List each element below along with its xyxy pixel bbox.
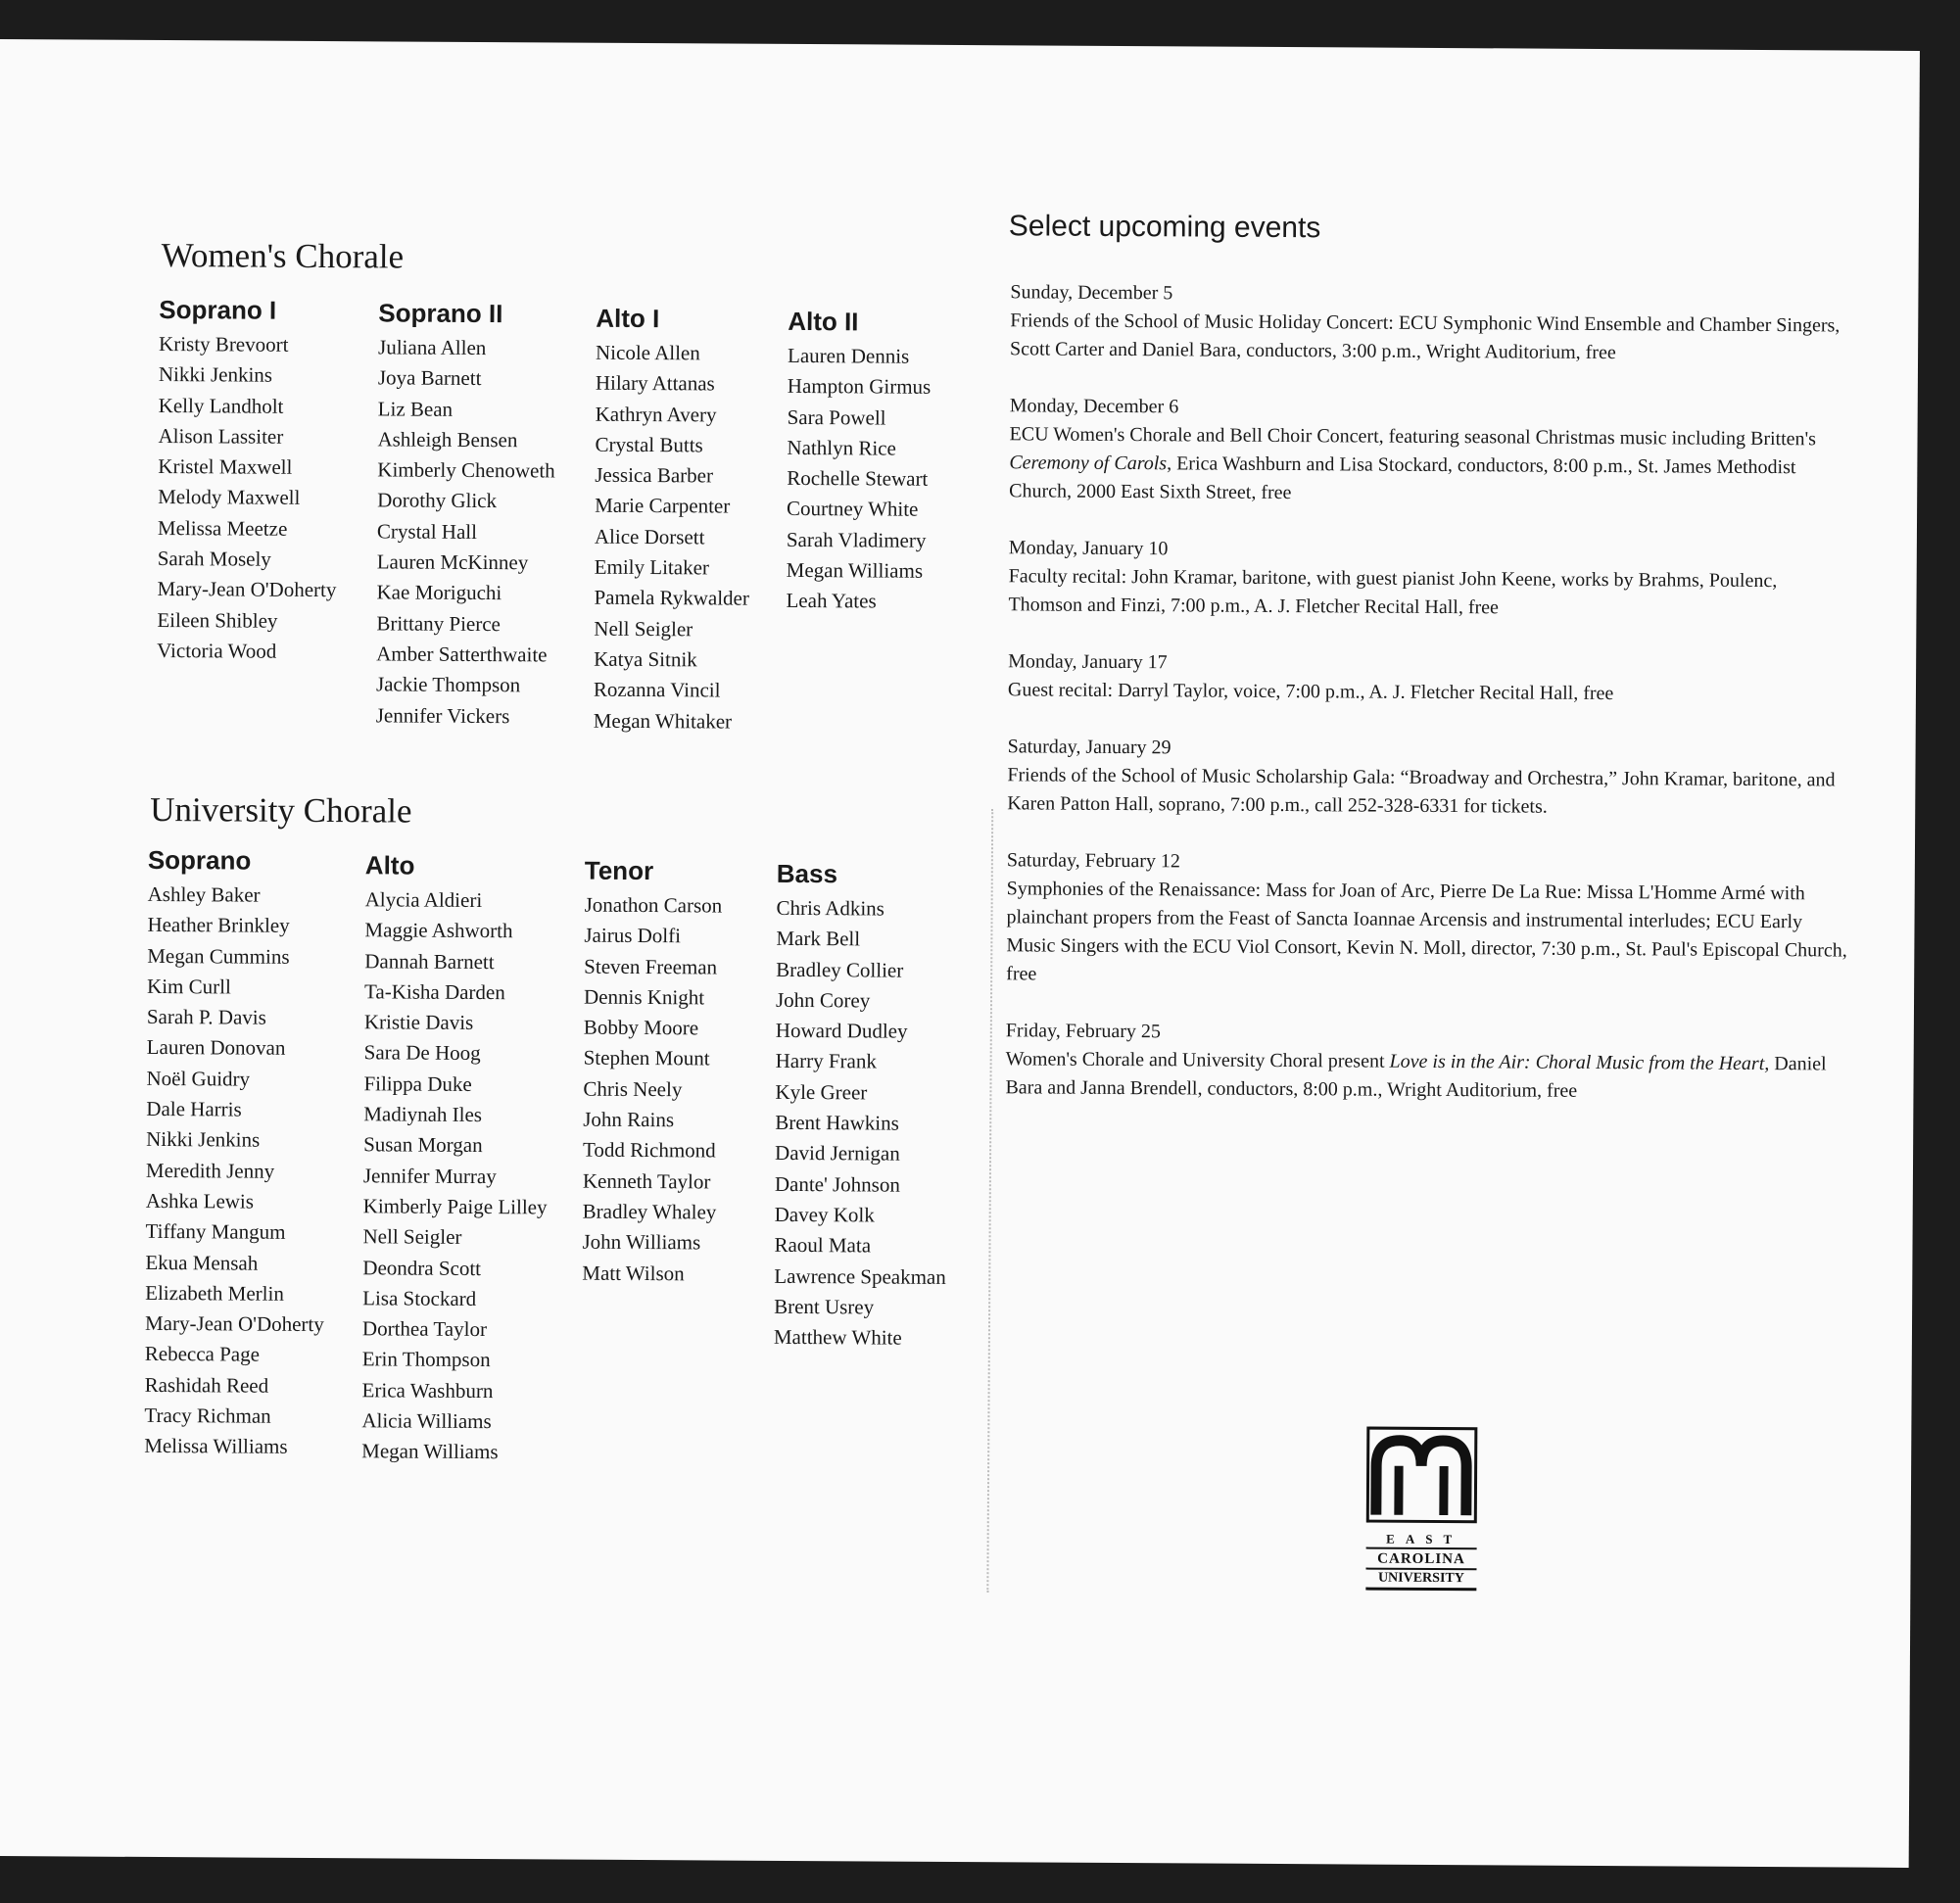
- event-item: [1008, 534, 1851, 624]
- member-list: [594, 338, 751, 737]
- university-bass-column: [774, 859, 949, 1355]
- member-name: Elizabeth Merlin: [145, 1280, 284, 1306]
- university-alto-column: [361, 850, 550, 1468]
- member-name: Ekua Mensah: [145, 1250, 259, 1275]
- member-name: Tracy Richman: [144, 1403, 271, 1428]
- womens-soprano-1-column: [157, 295, 338, 667]
- section-heading: Bass: [776, 858, 838, 889]
- member-name: Kelly Landholt: [158, 393, 284, 418]
- event-date: Saturday, January 29: [1007, 736, 1171, 759]
- member-name: Rebecca Page: [144, 1342, 261, 1367]
- member-name: Katya Sitnik: [594, 646, 697, 672]
- member-name: Jonathon Carson: [584, 892, 723, 918]
- member-name: Kristy Brevoort: [159, 331, 289, 357]
- event-date: Friday, February 25: [1005, 1020, 1162, 1043]
- member-name: Matthew White: [773, 1325, 902, 1350]
- member-name: Noël Guidry: [146, 1066, 251, 1091]
- member-name: Leah Yates: [786, 589, 877, 613]
- member-name: Hampton Girmus: [787, 374, 932, 400]
- member-name: Liz Bean: [377, 396, 454, 421]
- member-name: Raoul Mata: [774, 1233, 872, 1258]
- member-name: Courtney White: [787, 497, 919, 522]
- womens-alto-1-column: [594, 304, 751, 737]
- university-soprano-column: [144, 845, 327, 1463]
- section-heading: Alto I: [596, 303, 660, 334]
- upcoming-events-title: Select upcoming events: [1008, 210, 1321, 245]
- event-date: Saturday, February 12: [1006, 849, 1180, 873]
- member-name: Harry Frank: [775, 1049, 877, 1073]
- member-name: Ashleigh Bensen: [377, 427, 518, 452]
- member-name: David Jernigan: [774, 1141, 900, 1166]
- event-item: [1008, 647, 1850, 709]
- member-name: Marie Carpenter: [595, 494, 731, 519]
- member-name: Rochelle Stewart: [787, 466, 929, 491]
- page-fold: [986, 809, 993, 1593]
- member-name: Amber Satterthwaite: [376, 642, 548, 667]
- member-list: [157, 329, 338, 667]
- member-name: Lauren Dennis: [787, 343, 910, 368]
- member-name: Kristie Davis: [363, 1010, 474, 1035]
- member-name: Heather Brinkley: [147, 913, 290, 938]
- event-item: [1010, 278, 1853, 368]
- member-list: [144, 880, 326, 1463]
- member-name: Chris Neely: [583, 1076, 683, 1102]
- member-name: Ta-Kisha Darden: [363, 979, 505, 1005]
- member-name: Melissa Meetze: [157, 515, 288, 541]
- event-item: [1006, 846, 1849, 993]
- member-list: [786, 341, 931, 618]
- member-name: Davey Kolk: [774, 1202, 875, 1227]
- member-name: Ashley Baker: [147, 881, 261, 907]
- member-list: [582, 890, 722, 1290]
- member-name: Deondra Scott: [362, 1255, 482, 1280]
- member-name: Ashka Lewis: [145, 1188, 255, 1213]
- member-name: Crystal Butts: [595, 432, 703, 457]
- member-name: Mary-Jean O'Doherty: [157, 577, 337, 602]
- event-description: Friends of the School of Music Holiday Concert: ECU Symphonic Wind Ensemble and Chamber Singers, Scott Carter and Daniel Bara, conductors, 3:00 p.m., Wright Auditorium, free: [1010, 309, 1840, 364]
- member-name: Eileen Shibley: [157, 607, 278, 633]
- member-name: Maggie Ashworth: [364, 918, 513, 943]
- event-item: [1005, 1017, 1848, 1107]
- member-name: Kim Curll: [147, 974, 231, 999]
- member-name: Filippa Duke: [363, 1071, 472, 1096]
- university-tenor-column: [582, 856, 722, 1290]
- section-heading: Tenor: [584, 855, 654, 886]
- member-name: Mark Bell: [776, 927, 861, 951]
- member-name: Bobby Moore: [583, 1015, 699, 1040]
- member-name: Kimberly Chenoweth: [377, 457, 555, 483]
- ecu-logo-mark-icon: [1366, 1427, 1478, 1524]
- member-name: John Corey: [775, 987, 871, 1013]
- member-name: Nicole Allen: [595, 340, 700, 365]
- member-name: Melissa Williams: [144, 1434, 288, 1459]
- member-name: Tiffany Mangum: [145, 1219, 286, 1245]
- member-name: Hilary Attanas: [595, 371, 715, 396]
- member-name: Chris Adkins: [776, 895, 884, 921]
- member-name: Dorothy Glick: [377, 488, 498, 513]
- member-name: Bradley Collier: [776, 957, 904, 982]
- member-name: Alice Dorsett: [594, 524, 705, 549]
- member-name: Rozanna Vincil: [593, 677, 721, 702]
- member-name: Nikki Jenkins: [158, 362, 273, 388]
- member-name: Jairus Dolfi: [584, 923, 682, 948]
- section-heading: Soprano II: [378, 298, 503, 329]
- logo-east: EAST: [1386, 1531, 1463, 1547]
- member-name: Nell Seigler: [362, 1224, 462, 1250]
- event-description: Symphonies of the Renaissance: Mass for Joan of Arc, Pierre De La Rue: Missa L'Homme Armé with plainchant propers from the Feast of Sancta Ioannae Arcensis and instrumental interludes; ECU Early Music Singers with the ECU Viol Consort, Kevin N. Moll, director, 7:30 p.m., St. Paul's Episcopal Church, free: [1006, 878, 1847, 985]
- event-date: Monday, December 6: [1009, 395, 1179, 418]
- member-name: Dannah Barnett: [364, 948, 495, 974]
- member-name: Bradley Whaley: [582, 1199, 717, 1224]
- member-name: Susan Morgan: [363, 1132, 483, 1158]
- ecu-wordmark: [1365, 1532, 1476, 1592]
- event-description: Friends of the School of Music Scholarship Gala: “Broadway and Orchestra,” John Kramar, baritone, and Karen Patton Hall, soprano, 7:00 p.m., call 252-328-6331 for tickets.: [1007, 764, 1836, 818]
- member-name: Sarah P. Davis: [146, 1005, 266, 1029]
- member-name: Brent Usrey: [774, 1294, 875, 1319]
- member-name: Todd Richmond: [583, 1138, 716, 1163]
- member-name: Joya Barnett: [377, 365, 482, 391]
- member-name: Juliana Allen: [378, 335, 487, 360]
- member-name: Dorthea Taylor: [361, 1316, 488, 1342]
- member-name: Erin Thompson: [361, 1347, 491, 1372]
- member-name: Mary-Jean O'Doherty: [144, 1311, 324, 1337]
- member-name: Nell Seigler: [594, 616, 693, 642]
- event-date: Sunday, December 5: [1010, 281, 1173, 305]
- member-name: Kathryn Avery: [595, 402, 717, 427]
- member-name: Melody Maxwell: [158, 485, 301, 510]
- member-name: Steven Freeman: [584, 954, 718, 979]
- member-name: Meredith Jenny: [145, 1158, 275, 1183]
- member-name: John Rains: [583, 1107, 675, 1132]
- section-heading: Alto: [364, 850, 415, 880]
- member-name: Kyle Greer: [775, 1079, 868, 1105]
- event-description: Faculty recital: John Kramar, baritone, with guest pianist John Keene, works by Brahms, Poulenc, Thomson and Finzi, 7:00 p.m., A. J. Fletcher Recital Hall, free: [1008, 565, 1778, 619]
- logo-carolina: CAROLINA: [1365, 1547, 1476, 1569]
- member-name: Madiynah Iles: [363, 1102, 483, 1127]
- member-name: Brent Hawkins: [775, 1110, 899, 1135]
- member-name: Dennis Knight: [583, 984, 705, 1010]
- member-name: Erica Washburn: [361, 1378, 494, 1403]
- event-description: Women's Chorale and University Choral present Love is in the Air: Choral Music from the Heart, Daniel Bara and Janna Brendell, conductors, 8:00 p.m., Wright Auditorium, free: [1005, 1048, 1827, 1102]
- member-name: Dante' Johnson: [774, 1171, 900, 1197]
- section-heading: Alto II: [788, 306, 859, 337]
- womens-alto-2-column: [786, 307, 931, 618]
- member-name: Megan Williams: [786, 557, 924, 583]
- member-list: [774, 893, 948, 1355]
- member-name: Nikki Jenkins: [146, 1127, 261, 1153]
- member-name: John Williams: [582, 1229, 701, 1255]
- member-name: Victoria Wood: [157, 638, 277, 663]
- university-chorale-title: University Chorale: [150, 789, 412, 831]
- member-name: Kenneth Taylor: [582, 1168, 711, 1194]
- ecu-logo: [1365, 1427, 1477, 1592]
- member-name: Lawrence Speakman: [774, 1263, 946, 1289]
- member-name: Dale Harris: [146, 1097, 242, 1121]
- event-item: [1007, 733, 1850, 823]
- member-name: Sarah Vladimery: [786, 527, 927, 552]
- member-name: Megan Whitaker: [593, 708, 733, 734]
- event-description: ECU Women's Chorale and Bell Choir Concert, featuring seasonal Christmas music including Britten's Ceremony of Carols, Erica Washburn and Lisa Stockard, conductors, 8:00 p.m., St. James Methodist Church, 2000 East Sixth Street, free: [1009, 423, 1817, 504]
- member-name: Nathlyn Rice: [787, 435, 896, 460]
- member-name: Kimberly Paige Lilley: [362, 1194, 548, 1219]
- event-item: [1009, 392, 1852, 510]
- member-name: Kristel Maxwell: [158, 454, 293, 480]
- member-name: Jennifer Vickers: [375, 702, 510, 728]
- member-name: Matt Wilson: [582, 1261, 685, 1285]
- member-name: Lauren Donovan: [146, 1035, 286, 1061]
- event-description: Guest recital: Darryl Taylor, voice, 7:00 p.m., A. J. Fletcher Recital Hall, free: [1007, 679, 1614, 705]
- member-name: Sara De Hoog: [363, 1040, 481, 1066]
- program-page: [0, 39, 1920, 1868]
- member-name: Brittany Pierce: [376, 611, 501, 636]
- member-name: Alison Lassiter: [158, 423, 284, 449]
- member-name: Crystal Hall: [376, 519, 478, 544]
- member-name: Pamela Rykwalder: [594, 586, 749, 611]
- member-name: Alycia Aldieri: [364, 887, 483, 913]
- member-name: Megan Williams: [361, 1439, 499, 1464]
- member-name: Sarah Mosely: [157, 547, 271, 571]
- section-heading: Soprano: [147, 844, 252, 876]
- member-name: Kae Moriguchi: [376, 580, 502, 605]
- member-name: Jackie Thompson: [375, 672, 521, 697]
- member-list: [361, 884, 549, 1468]
- womens-chorale-title: Women's Chorale: [161, 236, 405, 276]
- member-name: Sara Powell: [787, 404, 886, 430]
- member-name: Megan Cummins: [147, 943, 290, 969]
- member-name: Jennifer Murray: [362, 1163, 497, 1188]
- section-heading: Soprano I: [159, 294, 277, 325]
- member-name: Stephen Mount: [583, 1046, 710, 1070]
- member-name: Alicia Williams: [361, 1408, 492, 1434]
- member-name: Lauren McKinney: [376, 549, 529, 575]
- event-date: Monday, January 10: [1008, 537, 1169, 560]
- member-name: Rashidah Reed: [144, 1372, 269, 1398]
- member-name: Jessica Barber: [595, 462, 714, 488]
- member-list: [376, 332, 556, 732]
- member-name: Howard Dudley: [775, 1019, 908, 1043]
- member-name: Emily Litaker: [594, 554, 710, 580]
- event-date: Monday, January 17: [1008, 650, 1168, 674]
- logo-university: UNIVERSITY: [1365, 1568, 1476, 1592]
- womens-soprano-2-column: [376, 298, 556, 732]
- member-name: Lisa Stockard: [362, 1286, 477, 1310]
- events-list: [1005, 278, 1852, 1135]
